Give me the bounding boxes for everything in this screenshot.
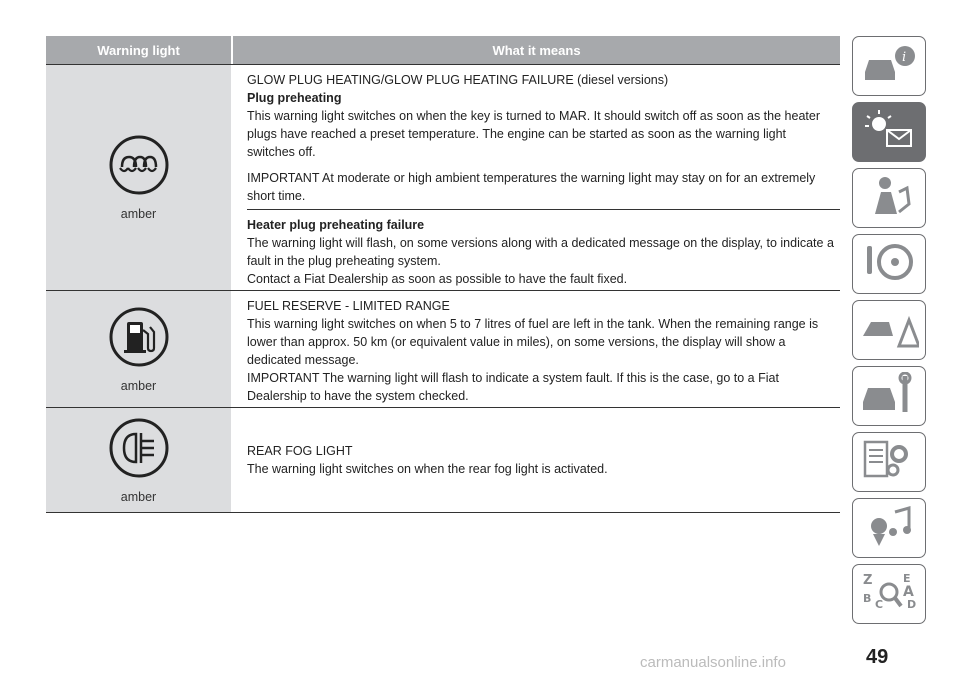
table-header [46,36,840,65]
fuel-pump-icon [108,306,170,373]
index-icon [859,570,919,619]
tab-warning-lights[interactable] [852,102,926,162]
svg-text:E: E [903,571,911,585]
warning-subtitle: Plug preheating [247,91,342,105]
warning-lights-table [46,36,840,513]
warning-text: The warning light will flash, on some versions along with a dedicated message on the display, to indicate a fault in the plug preheating system. [247,236,834,268]
tab-multimedia[interactable] [852,498,926,558]
watermark: carmanualsonline.info [640,654,786,671]
warning-light-cell [46,408,233,512]
description-cell [233,291,840,407]
svg-text:D: D [907,597,917,611]
tab-technical-data[interactable] [852,432,926,492]
tab-starting-driving[interactable] [852,234,926,294]
rear-fog-light-icon [108,417,170,484]
tab-car-info[interactable] [852,36,926,96]
warning-light-icon [859,108,919,157]
tab-index[interactable] [852,564,926,624]
safety-airbag-icon [859,174,919,223]
car-info-icon [859,42,919,91]
table-row [46,65,840,291]
tab-maintenance[interactable] [852,366,926,426]
description-cell [233,408,840,512]
warning-title: REAR FOG LIGHT [247,444,353,458]
color-label: amber [120,489,157,504]
description-block [247,65,840,209]
color-label: amber [120,207,157,221]
warning-title: GLOW PLUG HEATING/GLOW PLUG HEATING FAILURE (diesel versions) [247,73,669,87]
glow-plug-icon [108,134,170,201]
emergency-icon [859,306,919,355]
warning-title: FUEL RESERVE - LIMITED RANGE [247,299,450,313]
description-cell [233,65,840,290]
color-label: amber [120,378,157,393]
specifications-icon [859,438,919,487]
chapter-tabs [852,36,928,630]
multimedia-icon [859,504,919,553]
svg-text:Z: Z [863,572,873,588]
warning-note: Contact a Fiat Dealership as soon as possible to have the fault fixed. [247,272,628,286]
svg-text:A: A [903,583,914,600]
svg-text:i: i [902,49,907,65]
header-what-it-means: What it means [492,42,581,58]
tab-emergency[interactable] [852,300,926,360]
tab-safety[interactable] [852,168,926,228]
warning-subtitle: Heater plug preheating failure [247,218,425,232]
description-block [247,436,612,484]
warning-text: This warning light switches on when the key is turned to MAR. It should switch off as soon as the heater plugs have reached a preset temperature. The engine can be started as soon as the warning light switches off. [247,109,820,159]
page-number: 49 [866,646,889,668]
table-row [46,408,840,513]
warning-text: This warning light switches on when 5 to 7 litres of fuel are left in the tank. When the remaining range is lower than approx. 50 km (or equivalent value in miles), on some versions, the display will show a dedicated message. [247,317,819,367]
warning-note: IMPORTANT The warning light will flash to indicate a system fault. If this is the case, go to a Fiat Dealership to have the system checked. [247,371,779,403]
warning-light-cell [46,291,233,407]
description-block [247,209,840,294]
table-row [46,291,840,408]
svg-text:B: B [863,591,872,605]
warning-light-cell [46,65,233,290]
maintenance-icon [859,372,919,421]
description-block [247,291,840,411]
svg-text:C: C [875,597,884,611]
steering-wheel-icon [859,240,919,289]
warning-text: The warning light switches on when the rear fog light is activated. [247,462,608,476]
warning-note: IMPORTANT At moderate or high ambient temperatures the warning light may stay on for an extremely short time. [247,171,816,203]
header-warning-light: Warning light [46,36,233,64]
